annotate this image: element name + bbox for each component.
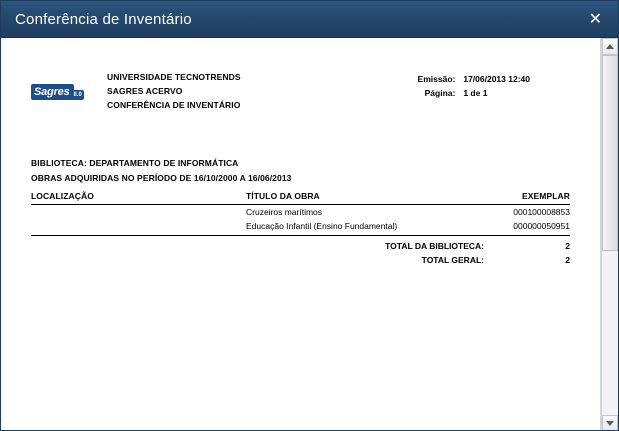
- report-page: [1, 38, 600, 267]
- logo-version: II.0: [73, 92, 82, 98]
- emission-value: 17/06/2013 12:40: [463, 74, 530, 84]
- total-library-label: TOTAL DA BIBLIOTECA:: [385, 241, 484, 251]
- window-body: [1, 38, 618, 431]
- sagres-logo: [31, 62, 105, 100]
- page-row: [399, 86, 530, 100]
- close-icon[interactable]: ✕: [588, 9, 602, 28]
- document-pane[interactable]: [1, 38, 601, 431]
- report-section-headings: [31, 156, 570, 186]
- cell-localizacao: [31, 219, 246, 234]
- report-totals: [31, 239, 570, 267]
- scrollbar-track[interactable]: [602, 55, 618, 415]
- scroll-up-button[interactable]: [602, 38, 618, 55]
- cell-titulo: Cruzeiros marítimos: [246, 207, 323, 217]
- header-exemplar: EXEMPLAR: [484, 190, 570, 205]
- cell-exemplar: 000000050951: [513, 221, 570, 231]
- org-line-2: SAGRES ACERVO: [107, 86, 183, 96]
- scroll-down-button[interactable]: [602, 415, 618, 431]
- cell-localizacao: [31, 205, 246, 220]
- page-label: Página:: [424, 88, 456, 98]
- window-title: Conferência de Inventário: [15, 10, 192, 28]
- vertical-scrollbar[interactable]: [601, 38, 618, 431]
- total-general-value: 2: [565, 255, 570, 265]
- total-row: [31, 253, 570, 267]
- emission-row: [399, 72, 530, 86]
- table-header-row: [31, 190, 570, 205]
- table-row: [31, 219, 570, 234]
- org-line-1: UNIVERSIDADE TECNOTRENDS: [107, 72, 241, 82]
- report-meta: [399, 72, 530, 100]
- window-titlebar: [1, 1, 618, 38]
- section-library-line: BIBLIOTECA: DEPARTAMENTO DE INFORMÁTICA: [31, 158, 239, 168]
- total-library-value: 2: [565, 241, 570, 251]
- chevron-up-icon: [606, 44, 614, 49]
- section-period-line: OBRAS ADQUIRIDAS NO PERÍODO DE 16/10/2000 A 16/06/2013: [31, 173, 292, 183]
- inventory-table: [31, 190, 570, 234]
- table-bottom-rule: [31, 235, 570, 236]
- organization-block: [105, 62, 241, 112]
- total-general-label: TOTAL GERAL:: [421, 255, 484, 265]
- report-header: [31, 62, 570, 120]
- total-row: [31, 239, 570, 253]
- header-titulo: TÍTULO DA OBRA: [246, 190, 484, 205]
- org-line-3: CONFERÊNCIA DE INVENTÁRIO: [107, 100, 241, 110]
- header-localizacao: LOCALIZAÇÃO: [31, 190, 246, 205]
- page-value: 1 de 1: [463, 88, 488, 98]
- cell-exemplar: 000100008853: [513, 207, 570, 217]
- cell-titulo: Educação Infantil (Ensino Fundamental): [246, 221, 398, 231]
- table-row: [31, 205, 570, 220]
- scrollbar-thumb[interactable]: [602, 55, 618, 251]
- emission-label: Emissão:: [417, 74, 456, 84]
- chevron-down-icon: [606, 421, 614, 426]
- logo-wordmark: Sagres: [31, 84, 74, 100]
